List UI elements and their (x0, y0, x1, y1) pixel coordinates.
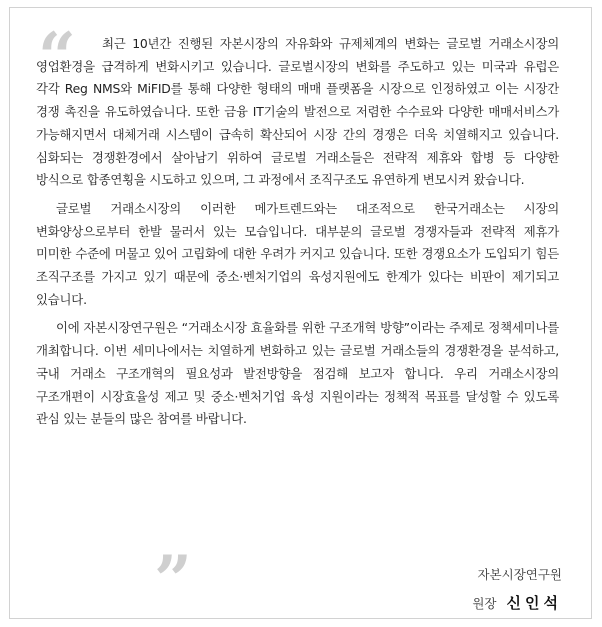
signature-block (472, 565, 562, 614)
signature-organization: 자본시장연구원 (477, 567, 562, 582)
paragraph-3: 이에 자본시장연구원은 “거래소시장 효율화를 위한 구조개혁 방향”이라는 주제로 정책세미나를 개최합니다. 이번 세미나에서는 치열하게 변화하고 있는 글로벌 거래소들의 경쟁환경을 분석하고, 국내 거래소 구조개혁의 필요성과 발전방향을 점검해 보고자 합니다. 우리 거래소시장의 구조개편이 시장효율성 제고 및 중소·벤처기업 육성 지원이라는 정책적 목표를 달성할 수 있도록 관심 있는 분들의 많은 참여를 바랍니다. (36, 320, 559, 427)
paragraph-2: 글로벌 거래소시장의 이러한 메가트렌드와는 대조적으로 한국거래소는 시장의 변화양상으로부터 한발 물러서 있는 모습입니다. 대부분의 글로벌 경쟁자들과 전략적 제휴가 미미한 수준에 머물고 있어 고립화에 대한 우려가 커지고 있습니다. 또한 경쟁요소가 도입되기 힘든 조직구조를 가지고 있기 때문에 중소·벤처기업의 육성지원에도 한계가 있다는 비판이 제기되고 있습니다. (36, 200, 559, 307)
signature-line (472, 593, 562, 614)
paragraph-1: 최근 10년간 진행된 자본시장의 자유화와 규제체계의 변화는 글로벌 거래소시장의 영업환경을 급격하게 변화시키고 있습니다. 글로벌시장의 변화를 주도하고 있는 미국과 유럽은 각각 Reg NMS와 MiFID를 통해 다양한 형태의 매매 플랫폼을 시장으로 인정하였고 이는 시장간 경쟁 촉진을 유도하였습니다. 또한 금융 IT기술의 발전으로 저렴한 수수료와 다양한 매매서비스가 가능해지면서 대체거래 시스템이 급속히 확산되어 시장 간의 경쟁은 더욱 치열해지고 있습니다. 심화되는 경쟁환경에서 살아남기 위하여 글로벌 거래소들은 전략적 제휴와 합병 등 다양한 방식으로 합종연횡을 시도하고 있으며, 그 과정에서 조직구조도 유연하게 변모시켜 왔습니다. (36, 36, 559, 188)
signature-title: 원장 (472, 596, 497, 611)
greeting-body (36, 33, 559, 437)
signature-name: 신인석 (506, 594, 562, 612)
close-quote-icon: ” (154, 541, 184, 619)
open-quote-icon: “ (38, 18, 68, 96)
